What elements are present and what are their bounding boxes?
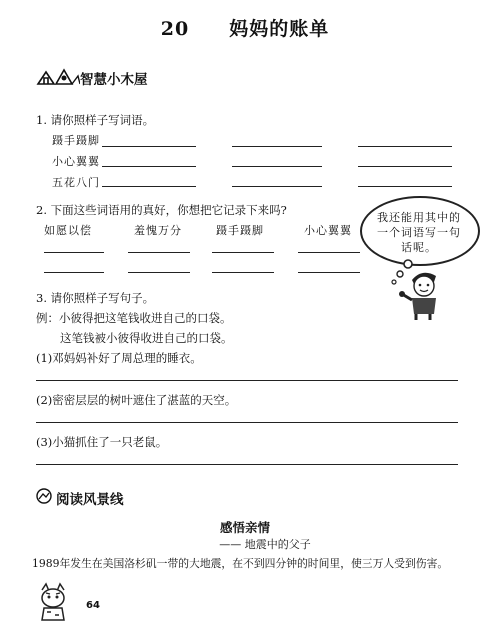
example-label: 例：: [36, 311, 59, 325]
q1-blank[interactable]: [102, 186, 196, 187]
q1-blank[interactable]: [358, 166, 452, 167]
q3-item-1: (1)邓妈妈补好了周总理的睡衣。: [36, 351, 202, 365]
q2-blank[interactable]: [44, 252, 104, 253]
question-2-prompt: 2. 下面这些词语用的真好，你想把它记录下来吗?: [36, 203, 287, 217]
question-3-prompt: 3. 请你照样子写句子。: [36, 291, 155, 305]
speech-bubble-text: 我还能用其中的一个词语写一句话呢。: [377, 211, 461, 254]
lesson-title: [0, 14, 490, 41]
reading-title: 感悟亲情: [219, 520, 270, 535]
question-1-prompt: 1. 请你照样子写词语。: [36, 113, 155, 127]
q1-blank[interactable]: [102, 166, 196, 167]
lesson-number: 20: [160, 18, 190, 40]
q1-blank[interactable]: [358, 146, 452, 147]
q1-blank[interactable]: [232, 166, 322, 167]
section-title-wisdom-cabin: 智慧小木屋: [80, 72, 148, 88]
q1-blank[interactable]: [358, 186, 452, 187]
section-title-reading: 阅读风景线: [56, 492, 124, 508]
q3-answer-line[interactable]: [36, 380, 458, 381]
q3-answer-line[interactable]: [36, 464, 458, 465]
q2-word-2: 羞愧万分: [134, 224, 182, 237]
q2-blank[interactable]: [212, 272, 274, 273]
q3-answer-line[interactable]: [36, 422, 458, 423]
landscape-icon: [36, 488, 52, 504]
example-sentence-2: 这笔钱被小彼得收进自己的口袋。: [60, 331, 233, 345]
reading-subtitle: —— 地震中的父子: [219, 538, 311, 551]
q1-blank[interactable]: [232, 186, 322, 187]
q2-blank[interactable]: [128, 252, 190, 253]
example-text-1: 小彼得把这笔钱收进自己的口袋。: [59, 311, 232, 325]
lesson-name: 妈妈的账单: [229, 18, 330, 40]
tiger-mascot-icon: [36, 582, 70, 622]
q2-blank[interactable]: [212, 252, 274, 253]
q1-blank[interactable]: [102, 146, 196, 147]
q2-blank[interactable]: [128, 272, 190, 273]
q2-word-3: 蹑手蹑脚: [216, 224, 264, 237]
example-sentence-1: [36, 310, 232, 326]
page-number: 64: [86, 600, 100, 611]
q1-word-1: 蹑手蹑脚: [52, 134, 100, 147]
reading-body: 1989年发生在美国洛杉矶一带的大地震，在不到四分钟的时间里，使三万人受到伤害。: [32, 557, 449, 570]
q3-item-3: (3)小猫抓住了一只老鼠。: [36, 435, 168, 449]
q1-word-3: 五花八门: [52, 176, 100, 189]
q2-word-1: 如愿以偿: [44, 224, 92, 237]
q2-blank[interactable]: [298, 272, 360, 273]
q2-blank[interactable]: [44, 272, 104, 273]
q1-word-2: 小心翼翼: [52, 155, 100, 168]
q1-blank[interactable]: [232, 146, 322, 147]
q3-item-2: (2)密密层层的树叶遮住了湛蓝的天空。: [36, 393, 237, 407]
q2-word-4: 小心翼翼: [304, 224, 352, 237]
q2-blank[interactable]: [298, 252, 360, 253]
cabin-icon: [36, 66, 80, 86]
boy-character-icon: [398, 262, 452, 322]
